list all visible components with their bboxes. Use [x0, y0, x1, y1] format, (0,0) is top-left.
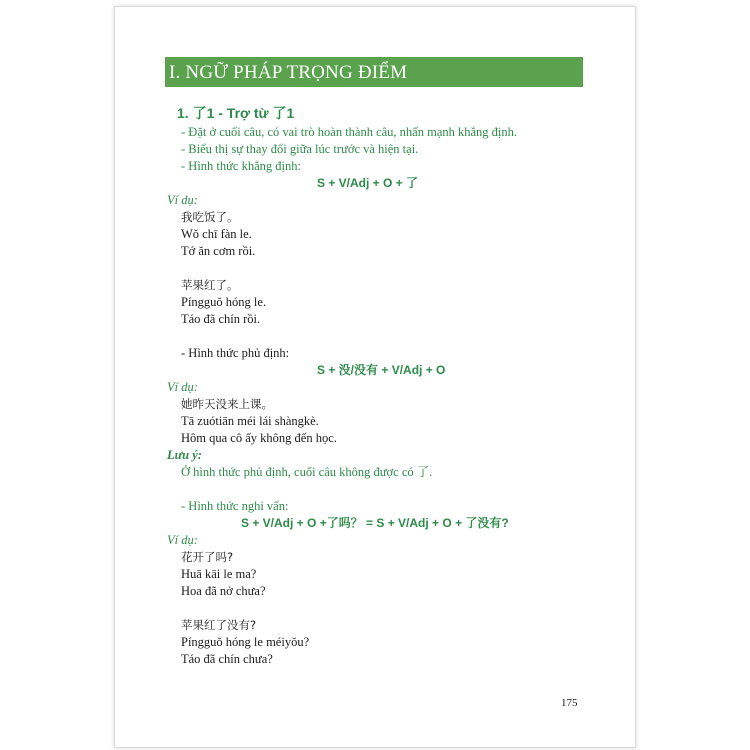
example-chinese: 苹果红了没有? — [181, 618, 257, 632]
bullet-line: - Đặt ở cuối câu, có vai trò hoàn thành câu, nhấn mạnh khẳng định. — [181, 125, 518, 139]
example-label: Ví dụ: — [167, 533, 198, 547]
example-chinese: 花开了吗? — [181, 550, 234, 564]
note-text: Ở hình thức phủ định, cuối câu không được có 了. — [181, 465, 433, 479]
example-pinyin: Píngguǒ hóng le. — [181, 295, 267, 309]
grammar-point-heading: 1. 了1 - Trợ từ 了1 — [177, 105, 295, 121]
question-form-label: - Hình thức nghi vấn: — [181, 499, 289, 513]
example-pinyin: Tā zuótiān méi lái shàngkè. — [181, 414, 319, 428]
page-number: 175 — [561, 697, 578, 709]
example-vietnamese: Táo đã chín chưa? — [181, 652, 273, 666]
document-page — [114, 6, 636, 748]
example-vietnamese: Tớ ăn cơm rồi. — [181, 244, 256, 258]
example-pinyin: Píngguǒ hóng le méiyǒu? — [181, 635, 310, 649]
example-chinese: 苹果红了。 — [181, 278, 239, 292]
affirmative-formula: S + V/Adj + O + 了 — [317, 176, 419, 190]
example-pinyin: Huā kāi le ma? — [181, 567, 257, 581]
example-chinese: 她昨天没来上课。 — [181, 397, 273, 411]
bullet-line: - Hình thức khẳng định: — [181, 159, 301, 173]
example-vietnamese: Táo đã chín rồi. — [181, 312, 261, 326]
bullet-line: - Biểu thị sự thay đổi giữa lúc trước và hiện tại. — [181, 142, 419, 156]
example-chinese: 我吃饭了。 — [181, 210, 239, 224]
example-label: Ví dụ: — [167, 193, 198, 207]
example-pinyin: Wǒ chī fàn le. — [181, 227, 252, 241]
negative-formula: S + 没/没有 + V/Adj + O — [317, 363, 446, 377]
note-label: Lưu ý: — [167, 448, 202, 462]
example-label: Ví dụ: — [167, 380, 198, 394]
example-vietnamese: Hoa đã nở chưa? — [181, 584, 266, 598]
question-formula: S + V/Adj + O +了吗？ = S + V/Adj + O + 了没有? — [241, 516, 509, 530]
section-banner — [165, 57, 583, 87]
example-vietnamese: Hôm qua cô ấy không đến học. — [181, 431, 337, 445]
negative-form-label: - Hình thức phủ định: — [181, 346, 290, 360]
section-title: I. NGỮ PHÁP TRỌNG ĐIỂM — [169, 62, 408, 83]
